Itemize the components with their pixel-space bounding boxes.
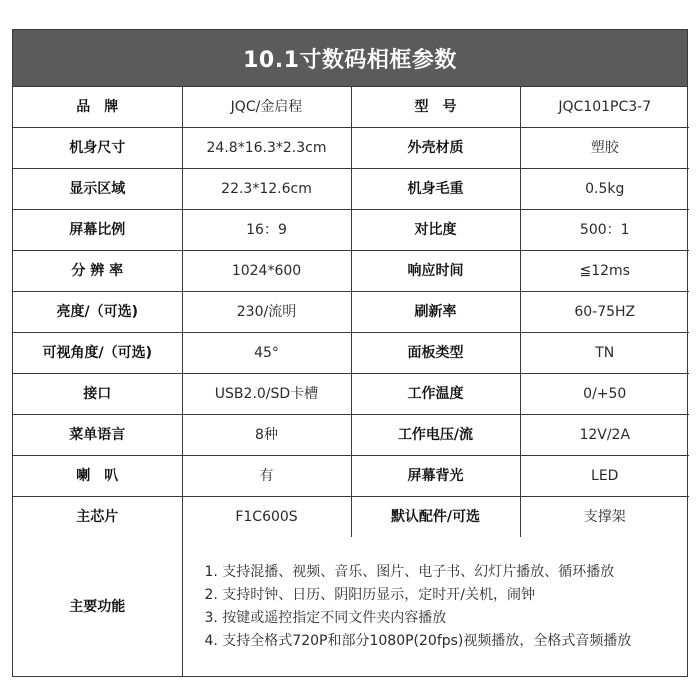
features-cell [182, 537, 689, 677]
spec-value: 12V/2A [520, 415, 689, 456]
spec-label: 分 辨 率 [13, 251, 182, 292]
spec-label: 屏幕比例 [13, 210, 182, 251]
spec-row [13, 497, 689, 538]
spec-value: 60-75HZ [520, 292, 689, 333]
spec-row [13, 128, 689, 169]
spec-value: 230/流明 [182, 292, 351, 333]
spec-value: 支撑架 [520, 497, 689, 538]
spec-label: 对比度 [351, 210, 520, 251]
spec-label: 刷新率 [351, 292, 520, 333]
spec-label: 亮度/（可选) [13, 292, 182, 333]
spec-row [13, 415, 689, 456]
spec-value: 0/+50 [520, 374, 689, 415]
spec-label: 面板类型 [351, 333, 520, 374]
feature-item: 3. 按键或遥控指定不同文件夹内容播放 [204, 610, 447, 626]
spec-label: 工作温度 [351, 374, 520, 415]
spec-value: F1C600S [182, 497, 351, 538]
spec-label: 机身尺寸 [13, 128, 182, 169]
spec-title: 10.1寸数码相框参数 [13, 30, 687, 87]
spec-value: 8种 [182, 415, 351, 456]
feature-item: 1. 支持混播、视频、音乐、图片、电子书、幻灯片播放、循环播放 [204, 564, 615, 580]
spec-label: 外壳材质 [351, 128, 520, 169]
spec-label: 可视角度/（可选) [13, 333, 182, 374]
spec-value: TN [520, 333, 689, 374]
spec-label: 显示区域 [13, 169, 182, 210]
spec-table [13, 87, 689, 677]
spec-row [13, 210, 689, 251]
spec-value: 22.3*12.6cm [182, 169, 351, 210]
spec-value: 45° [182, 333, 351, 374]
spec-label: 机身毛重 [351, 169, 520, 210]
spec-value: 24.8*16.3*2.3cm [182, 128, 351, 169]
spec-row [13, 333, 689, 374]
spec-value: 有 [182, 456, 351, 497]
spec-label: 响应时间 [351, 251, 520, 292]
spec-label: 屏幕背光 [351, 456, 520, 497]
spec-label: 接口 [13, 374, 182, 415]
spec-label: 主芯片 [13, 497, 182, 538]
spec-row [13, 87, 689, 128]
feature-item: 4. 支持全格式720P和部分1080P(20fps)视频播放，全格式音频播放 [204, 633, 632, 649]
spec-row [13, 251, 689, 292]
feature-item: 2. 支持时钟、日历、阴阳历显示，定时开/关机，闹钟 [204, 587, 536, 603]
spec-value: 0.5kg [520, 169, 689, 210]
spec-value: 16：9 [182, 210, 351, 251]
spec-label: 喇 叭 [13, 456, 182, 497]
spec-label: 型 号 [351, 87, 520, 128]
features-label: 主要功能 [13, 537, 182, 677]
spec-label: 默认配件/可选 [351, 497, 520, 538]
spec-label: 工作电压/流 [351, 415, 520, 456]
spec-row [13, 456, 689, 497]
spec-sheet [12, 29, 688, 677]
spec-row [13, 169, 689, 210]
spec-value: JQC/金启程 [182, 87, 351, 128]
spec-value: USB2.0/SD卡槽 [182, 374, 351, 415]
spec-value: 1024*600 [182, 251, 351, 292]
spec-value: ≦12ms [520, 251, 689, 292]
spec-value: JQC101PC3-7 [520, 87, 689, 128]
spec-value: 塑胶 [520, 128, 689, 169]
spec-label: 品 牌 [13, 87, 182, 128]
spec-value: LED [520, 456, 689, 497]
spec-row [13, 292, 689, 333]
spec-label: 菜单语言 [13, 415, 182, 456]
spec-table-body [13, 87, 689, 537]
feature-row [13, 537, 689, 677]
spec-row [13, 374, 689, 415]
spec-value: 500：1 [520, 210, 689, 251]
features-list [183, 561, 690, 653]
